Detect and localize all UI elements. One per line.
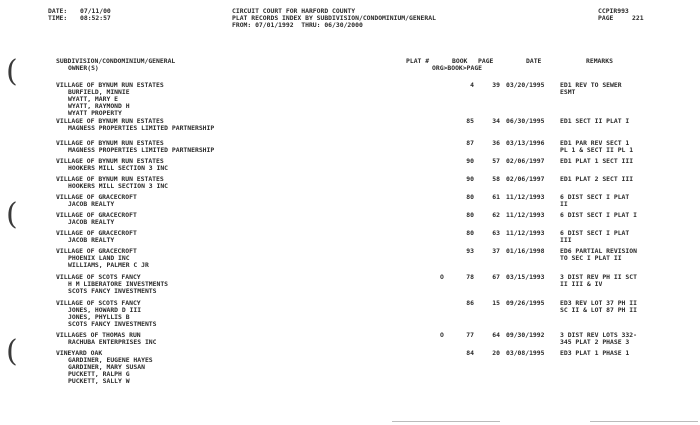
record-remarks: 6 DIST SECT I PLAT I — [560, 211, 637, 219]
record-owner: SCOTS FANCY INVESTMENTS — [68, 320, 157, 328]
record-subdivision-name: VILLAGE OF BYNUM RUN ESTATES — [56, 81, 164, 89]
punch-hole-mark: ( — [6, 197, 18, 232]
report-title: CIRCUIT COURT FOR HARFORD COUNTY — [232, 7, 356, 15]
record-remarks: 3 DIST REV PH II SCT — [560, 273, 637, 281]
date-label: DATE: — [48, 7, 68, 15]
record-subdivision-name: VINEYARD OAK — [56, 349, 103, 357]
record-remarks: ED1 SECT II PLAT I — [560, 117, 630, 125]
record-remarks: ED3 PLAT 1 PHASE 1 — [560, 349, 630, 357]
record-date: 09/26/1995 — [506, 299, 545, 307]
record-date: 02/06/1997 — [506, 175, 545, 183]
record-remarks: 6 DIST SECT I PLAT — [560, 229, 630, 237]
record-page: 63 — [492, 229, 500, 237]
record-page: 62 — [492, 211, 500, 219]
record-subdivision-name: VILLAGE OF GRACECROFT — [56, 193, 137, 201]
record-date: 03/20/1995 — [506, 81, 545, 89]
record-owner: WYATT, MARY E — [68, 95, 119, 103]
record-subdivision-name: VILLAGE OF BYNUM RUN ESTATES — [56, 157, 164, 165]
record-remarks: TO SEC I PLAT II — [560, 254, 622, 262]
record-date: 11/12/1993 — [506, 193, 545, 201]
record-owner: WYATT PROPERTY — [68, 109, 122, 117]
record-date: 06/30/1995 — [506, 117, 545, 125]
record-date: 02/06/1997 — [506, 157, 545, 165]
record-book: 84 — [466, 349, 474, 357]
record-book: 4 — [470, 81, 474, 89]
record-remarks: 6 DIST SECT I PLAT — [560, 193, 630, 201]
col-subdivision: SUBDIVISION/CONDOMINIUM/GENERAL — [56, 57, 176, 65]
record-date: 09/30/1992 — [506, 331, 545, 339]
scan-rule — [590, 421, 698, 422]
record-subdivision-name: VILLAGE OF GRACECROFT — [56, 247, 137, 255]
record-book: 90 — [466, 157, 474, 165]
record-owner: BURFIELD, MINNIE — [68, 88, 130, 96]
record-owner: H M LIBERATORE INVESTMENTS — [68, 280, 169, 288]
record-remarks: III — [560, 236, 572, 244]
record-owner: HOOKERS MILL SECTION 3 INC — [68, 164, 169, 172]
record-page: 34 — [492, 117, 500, 125]
col-owners: OWNER(S) — [68, 64, 99, 72]
record-owner: JONES, HOWARD D III — [68, 306, 142, 314]
page-label: PAGE — [598, 14, 614, 22]
record-owner: WYATT, RAYMOND H — [68, 102, 130, 110]
record-remarks: ESMT — [560, 88, 576, 96]
report-date-range: FROM: 07/01/1992 THRU: 06/30/2000 — [232, 21, 363, 29]
record-owner: JACOB REALTY — [68, 200, 115, 208]
record-book: 87 — [466, 139, 474, 147]
time-value: 08:52:57 — [80, 14, 111, 22]
record-owner: SCOTS FANCY INVESTMENTS — [68, 287, 157, 295]
record-owner: MAGNESS PROPERTIES LIMITED PARTNERSHIP — [68, 146, 215, 154]
time-label: TIME: — [48, 14, 68, 22]
record-subdivision-name: VILLAGE OF BYNUM RUN ESTATES — [56, 139, 164, 147]
record-date: 03/08/1995 — [506, 349, 545, 357]
record-subdivision-name: VILLAGE OF BYNUM RUN ESTATES — [56, 175, 164, 183]
record-remarks: 3 DIST REV LOTS 332- — [560, 331, 637, 339]
record-owner: PUCKETT, RALPH G — [68, 370, 130, 378]
record-owner: RACHUBA ENTERPRISES INC — [68, 338, 157, 346]
record-page: 20 — [492, 349, 500, 357]
col-book: BOOK — [452, 57, 468, 65]
record-book: 80 — [466, 229, 474, 237]
record-plat-number: O — [440, 273, 444, 281]
record-owner: JONES, PHYLLIS B — [68, 313, 130, 321]
report-subtitle: PLAT RECORDS INDEX BY SUBDIVISION/CONDOMINIUM/GENERAL — [232, 14, 436, 22]
record-plat-number: O — [440, 331, 444, 339]
record-book: 80 — [466, 193, 474, 201]
record-page: 15 — [492, 299, 500, 307]
record-date: 11/12/1993 — [506, 229, 545, 237]
record-owner: HOOKERS MILL SECTION 3 INC — [68, 182, 169, 190]
record-book: 80 — [466, 211, 474, 219]
record-remarks: ED3 REV LOT 37 PH II — [560, 299, 637, 307]
record-owner: PHOENIX LAND INC — [68, 254, 130, 262]
record-owner: PUCKETT, SALLY W — [68, 377, 130, 385]
record-book: 90 — [466, 175, 474, 183]
record-page: 61 — [492, 193, 500, 201]
col-plat: PLAT # — [406, 57, 430, 65]
record-remarks: PL 1 & SECT II PL 1 — [560, 146, 634, 154]
report-id: CCPIR993 — [598, 7, 629, 15]
col-page: PAGE — [478, 57, 494, 65]
col-remarks: REMARKS — [586, 57, 613, 65]
record-page: 67 — [492, 273, 500, 281]
record-remarks: II — [560, 200, 568, 208]
record-book: 86 — [466, 299, 474, 307]
record-book: 85 — [466, 117, 474, 125]
record-subdivision-name: VILLAGE OF SCOTS FANCY — [56, 299, 141, 307]
record-book: 78 — [466, 273, 474, 281]
record-book: 77 — [466, 331, 474, 339]
punch-hole-mark: ( — [6, 334, 18, 369]
record-subdivision-name: VILLAGE OF SCOTS FANCY — [56, 273, 141, 281]
record-page: 36 — [492, 139, 500, 147]
page-number: 221 — [632, 14, 644, 22]
punch-hole-mark: ( — [6, 54, 18, 89]
record-date: 11/12/1993 — [506, 211, 545, 219]
record-subdivision-name: VILLAGES OF THOMAS RUN — [56, 331, 141, 339]
date-value: 07/11/00 — [80, 7, 111, 15]
record-owner: GARDINER, MARY SUSAN — [68, 363, 145, 371]
record-page: 64 — [492, 331, 500, 339]
record-owner: JACOB REALTY — [68, 218, 115, 226]
col-date: DATE — [526, 57, 542, 65]
record-remarks: II III & IV — [560, 280, 603, 288]
record-remarks: ED1 PLAT 1 SECT III — [560, 157, 634, 165]
record-owner: WILLIAMS, PALMER C JR — [68, 261, 149, 269]
record-page: 57 — [492, 157, 500, 165]
record-remarks: SC II & LOT 87 PH II — [560, 306, 637, 314]
record-date: 03/13/1996 — [506, 139, 545, 147]
record-subdivision-name: VILLAGE OF GRACECROFT — [56, 211, 137, 219]
col-orgbook: ORG>BOOK>PAGE — [432, 64, 483, 72]
record-remarks: ED1 PLAT 2 SECT III — [560, 175, 634, 183]
record-subdivision-name: VILLAGE OF GRACECROFT — [56, 229, 137, 237]
record-owner: GARDINER, EUGENE HAYES — [68, 356, 153, 364]
record-page: 37 — [492, 247, 500, 255]
record-remarks: ED1 REV TO SEWER — [560, 81, 622, 89]
record-book: 93 — [466, 247, 474, 255]
record-date: 03/15/1993 — [506, 273, 545, 281]
record-date: 01/16/1998 — [506, 247, 545, 255]
record-owner: JACOB REALTY — [68, 236, 115, 244]
record-remarks: ED1 PAR REV SECT 1 — [560, 139, 630, 147]
record-page: 58 — [492, 175, 500, 183]
record-remarks: ED6 PARTIAL REVISION — [560, 247, 637, 255]
record-subdivision-name: VILLAGE OF BYNUM RUN ESTATES — [56, 117, 164, 125]
record-owner: MAGNESS PROPERTIES LIMITED PARTNERSHIP — [68, 124, 215, 132]
scan-rule — [392, 421, 500, 422]
record-page: 39 — [492, 81, 500, 89]
record-remarks: 345 PLAT 2 PHASE 3 — [560, 338, 630, 346]
